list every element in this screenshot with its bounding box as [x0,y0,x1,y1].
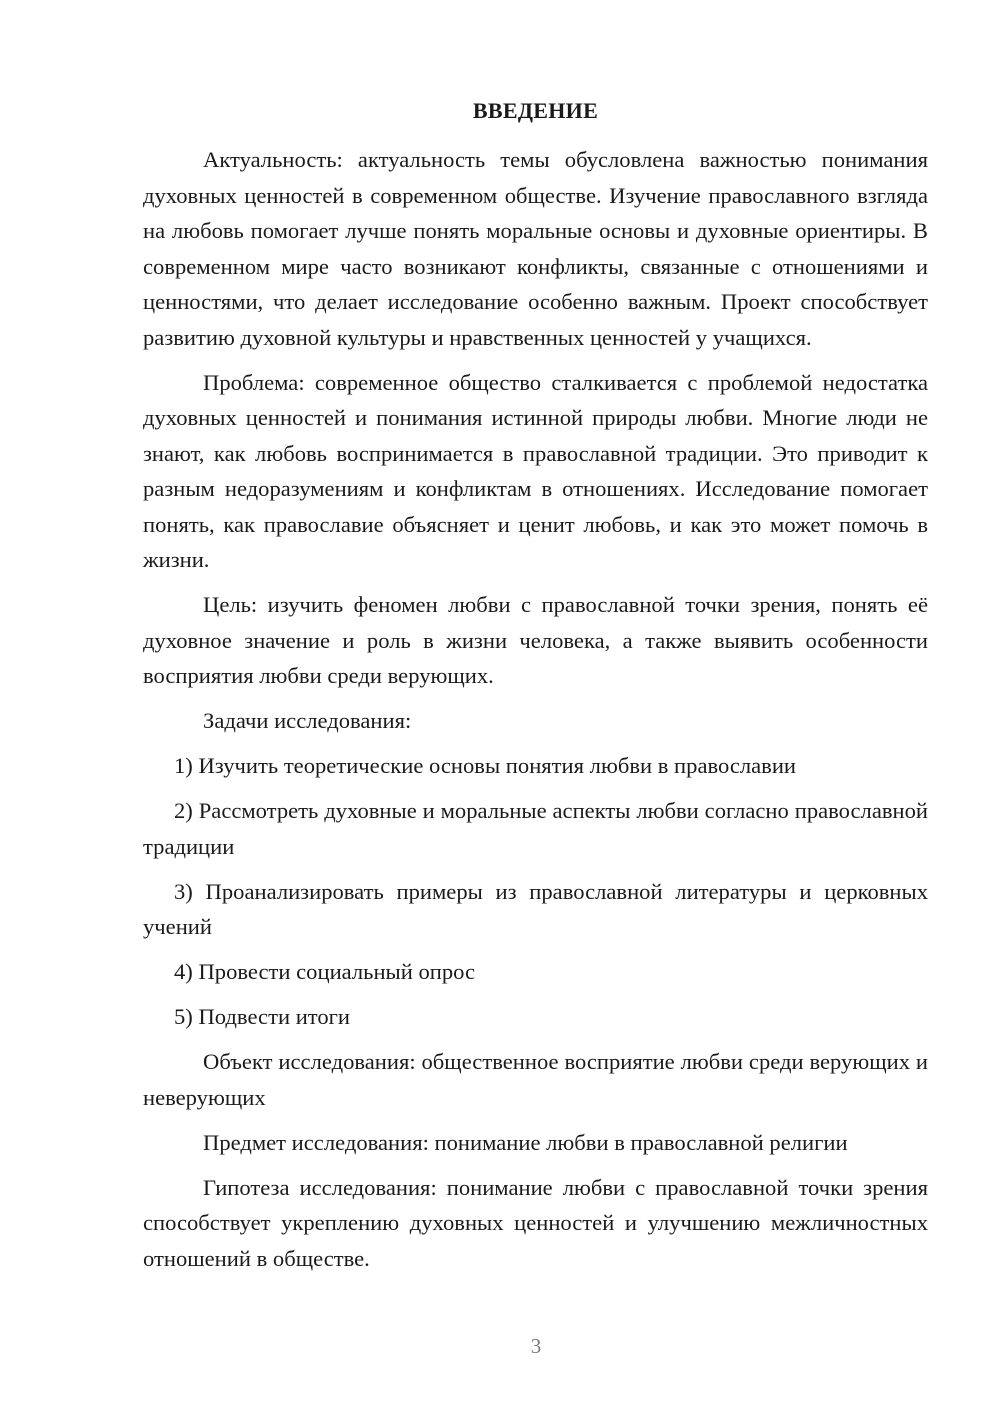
paragraph-object: Объект исследования: общественное восприятие любви среди верующих и неверующих [143,1049,928,1110]
paragraph-subject: Предмет исследования: понимание любви в православной религии [203,1129,848,1155]
page-number: 3 [530,1334,542,1358]
paragraph-goal: Цель: изучить феномен любви с православной точки зрения, понять её духовное значение и роль в жизни человека, а также выявить особенности восприятия любви среди верующих. [143,592,928,688]
task-item: 1) Изучить теоретические основы понятия любви в православии [174,753,797,778]
task-item: 4) Провести социальный опрос [174,959,476,984]
task-item: 2) Рассмотреть духовные и моральные аспекты любви согласно православной традиции [143,798,928,859]
paragraph-tasks-heading: Задачи исследования: [203,708,412,733]
paragraph-problem: Проблема: современное общество сталкивается с проблемой недостатка духовных ценностей и понимания истинной природы любви. Многие люди не знают, как любовь воспринимается в православной традиции. Это приводит к разным недоразумениям и конфликтам в отношениях. Исследование помогает понять, как православие объясняет и ценит любовь, и как это может помочь в жизни. [143,369,928,572]
document-body [143,142,928,1286]
section-heading: ВВЕДЕНИЕ [472,98,599,123]
paragraph-hypothesis: Гипотеза исследования: понимание любви с православной точки зрения способствует укреплению духовных ценностей и улучшению межличностных отношений в обществе. [143,1174,928,1271]
task-item: 5) Подвести итоги [174,1004,351,1029]
paragraph-relevance: Актуальность: актуальность темы обусловлена важностью понимания духовных ценностей в современном обществе. Изучение православного взгляда на любовь помогает лучше понять моральные основы и духовные ориентиры. В современном мире часто возникают конфликты, связанные с отношениями и ценностями, что делает исследование особенно важным. Проект способствует развитию духовной культуры и нравственных ценностей у учащихся. [143,147,928,350]
task-item: 3) Проанализировать примеры из православной литературы и церковных учений [143,878,928,939]
